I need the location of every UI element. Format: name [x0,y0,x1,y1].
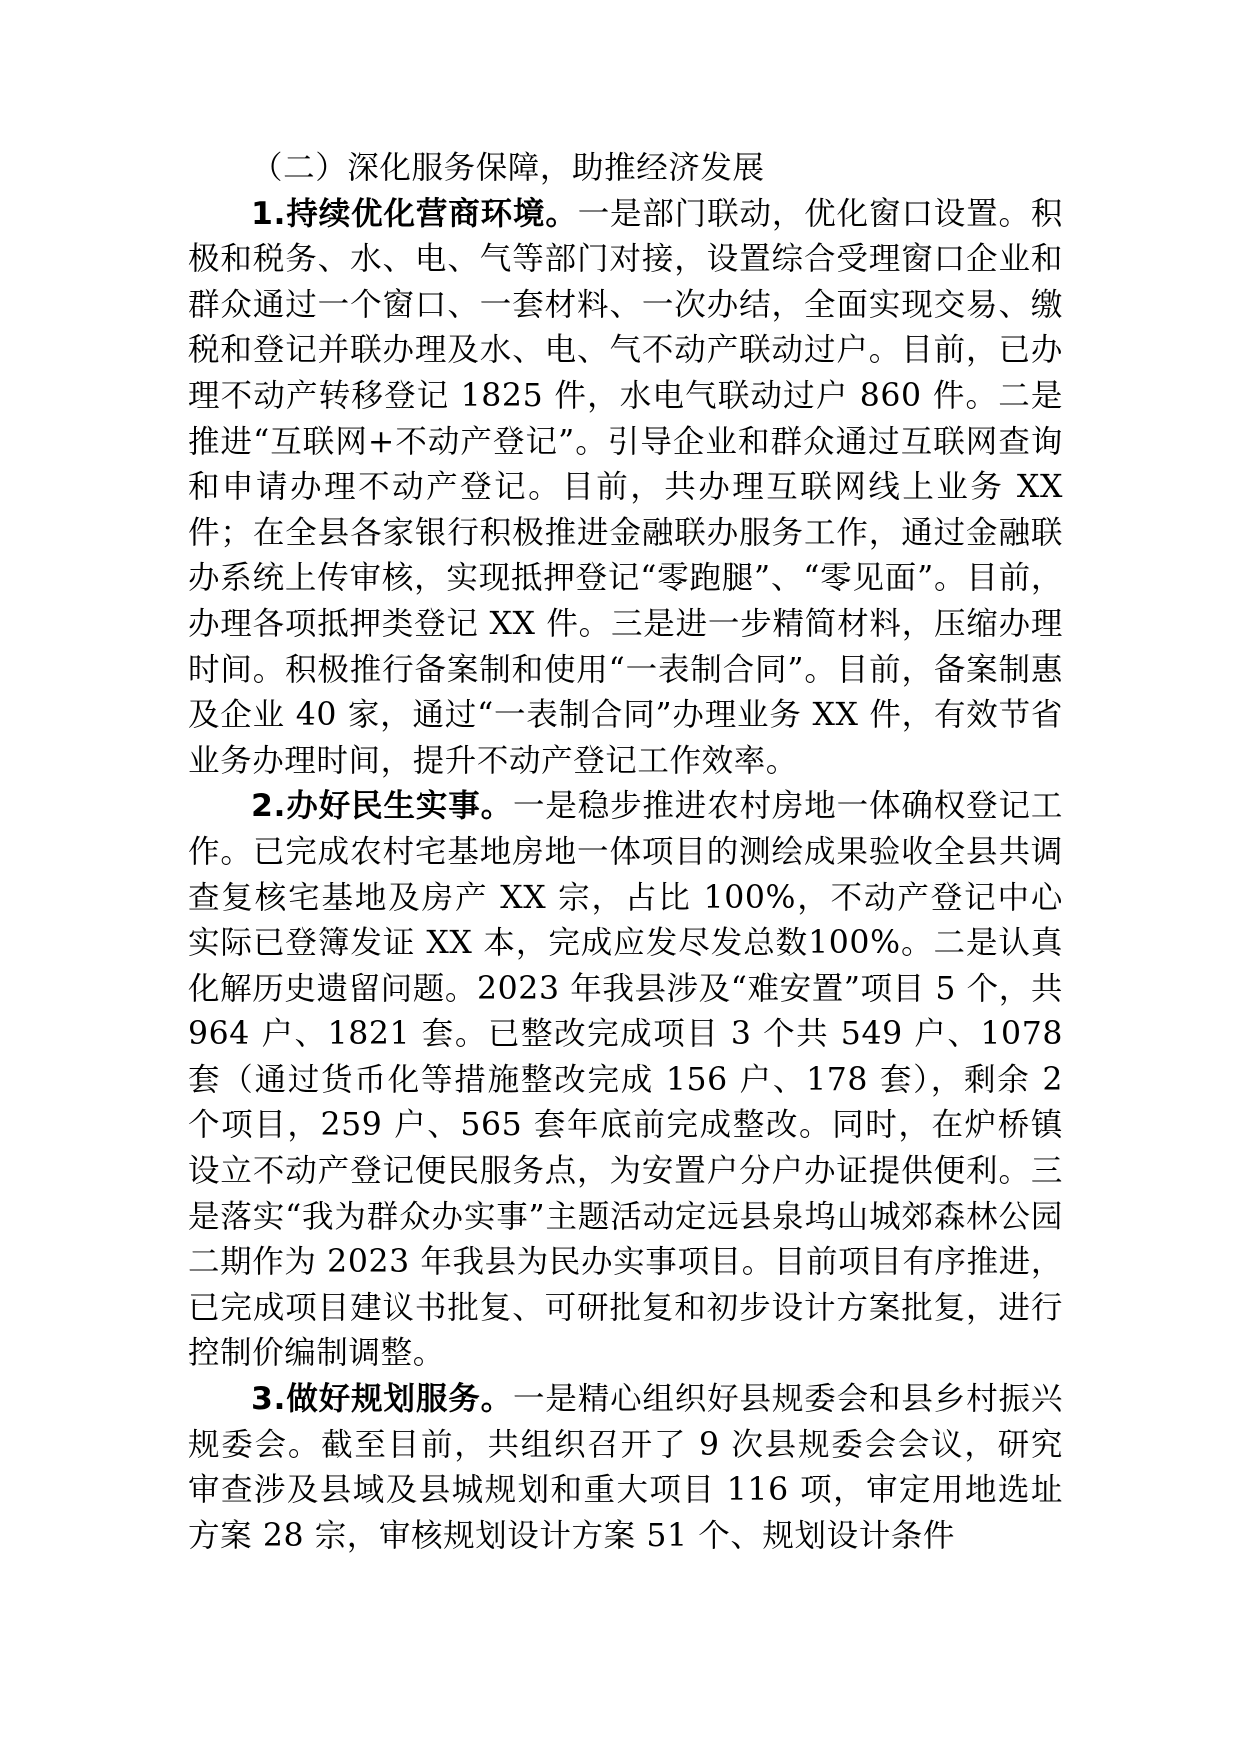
paragraph-planning [188,1377,1063,1559]
paragraph-text: 一是稳步推进农村房地一体确权登记工作。已完成农村宅基地房地一体项目的测绘成果验收全县共调查复核宅基地及房产 XX 宗，占比 100%，不动产登记中心实际已登簿发证 XX 本，完成应发尽发总数100%。二是认真化解历史遗留问题。2023 年我县涉及“难安置”项目 5 个，共 964 户、1821 套。已整改完成项目 3 个共 549 户、1078 套（通过货币化等措施整改完成 156 户、178 套），剩余 2 个项目，259 户、565 套年底前完成整改。同时，在炉桥镇设立不动产登记便民服务点，为安置户分户办证提供便利。三是落实“我为群众办实事”主题活动定远县泉坞山城郊森林公园二期作为 2023 年我县为民办实事项目。目前项目有序推进，已完成项目建议书批复、可研批复和初步设计方案批复，进行控制价编制调整。 [188,788,1063,1372]
paragraph-lead: 2.办好民生实事。 [251,788,513,825]
paragraph-lead: 3.做好规划服务。 [251,1381,513,1418]
paragraph-business-environment [188,192,1063,785]
paragraph-text: 一是精心组织好县规委会和县乡村振兴规委会。截至目前，共组织召开了 9 次县规委会会议，研究审查涉及县域及县城规划和重大项目 116 项，审定用地选址方案 28 宗，审核规划设计方案 51 个、规划设计条件 [188,1381,1063,1554]
document-body [188,146,1063,1559]
paragraph-livelihood [188,784,1063,1377]
paragraph-text: 一是部门联动，优化窗口设置。积极和税务、水、电、气等部门对接，设置综合受理窗口企业和群众通过一个窗口、一套材料、一次办结，全面实现交易、缴税和登记并联办理及水、电、气不动产联动过户。目前，已办理不动产转移登记 1825 件，水电气联动过户 860 件。二是推进“互联网+不动产登记”。引导企业和群众通过互联网查询和申请办理不动产登记。目前，共办理互联网线上业务 XX 件；在全县各家银行积极推进金融联办服务工作，通过金融联办系统上传审核，实现抵押登记“零跑腿”、“零见面”。目前，办理各项抵押类登记 XX 件。三是进一步精简材料，压缩办理时间。积极推行备案制和使用“一表制合同”。目前，备案制惠及企业 40 家，通过“一表制合同”办理业务 XX 件，有效节省业务办理时间，提升不动产登记工作效率。 [188,195,1063,779]
paragraph-lead: 1.持续优化营商环境。 [251,195,578,232]
section-heading: （二）深化服务保障，助推经济发展 [251,150,765,186]
